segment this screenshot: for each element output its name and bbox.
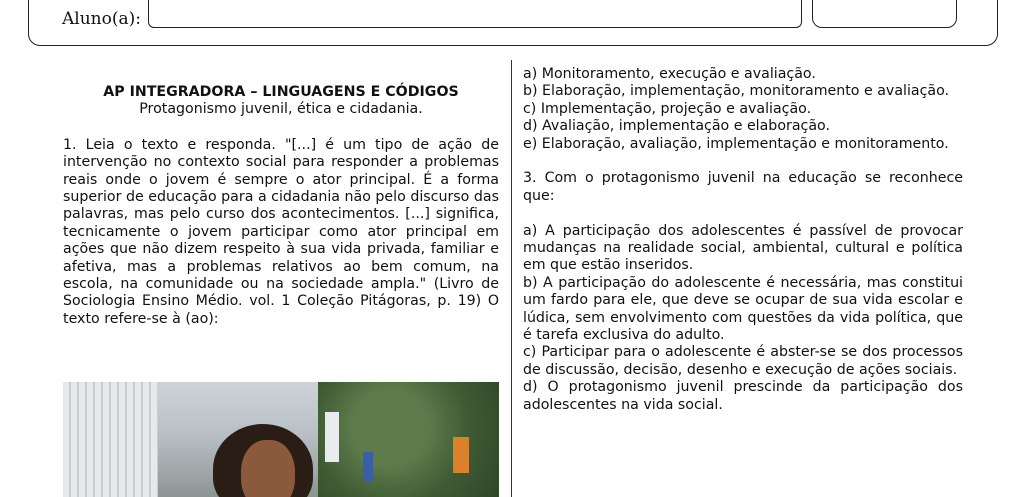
q2-option-a: a) Monitoramento, execução e avaliação. [523, 66, 816, 82]
page-subtitle: Protagonismo juvenil, ética e cidadania. [139, 101, 423, 118]
page-title: AP INTEGRADORA – LINGUAGENS E CÓDIGOS [103, 84, 459, 100]
q3-option-b: b) A participação do adolescente é necessária, mas constitui um fardo para ele, que deve se ocupar de sua vida escolar e lúdica, sem envolvimento com questões da vida política, que é tarefa exclusiva do adulto. [523, 274, 963, 344]
photo-flag [363, 452, 373, 482]
question-3-text: 3. Com o protagonismo juvenil na educação se reconhece que: [523, 170, 963, 204]
q2-option-b: b) Elaboração, implementação, monitoramento e avaliação. [523, 83, 950, 100]
q2-option-d: d) Avaliação, implementação e elaboração. [523, 118, 830, 135]
q3-option-a: a) A participação dos adolescentes é passível de provocar mudanças na realidade social, ambiental, cultural e política em que estão inseridos. [523, 222, 963, 274]
left-column [63, 84, 499, 328]
photo-person-face [241, 440, 295, 497]
q2-option-e: e) Elaboração, avaliação, implementação e monitoramento. [523, 135, 949, 152]
q3-option-c: c) Participar para o adolescente é abster-se se dos processos de discussão, decisão, desenho e execução de ações sociais. [523, 344, 963, 378]
photo-flag [325, 412, 339, 462]
column-divider [511, 60, 512, 497]
question-1-text: 1. Leia o texto e responda. "[...] é um tipo de ação de intervenção no contexto social para responder a problemas reais onde o jovem é sempre o ator principal. É a forma superior de educação para a cidadania não pelo discurso das palavras, mas pelo curso dos acontecimentos. [...] significa, tecnicamente o jovem participar como ator principal em ações que não dizem respeito à sua vida privada, familiar e afetiva, mas a problemas relativos ao bem comum, na escola, na comunidade ou na sociedade ampla." (Livro de Sociologia Ensino Médio. vol. 1 Coleção Pitágoras, p. 19) O texto refere-se à (ao): [63, 136, 499, 327]
student-name-field[interactable] [148, 0, 802, 28]
student-grade-field[interactable] [812, 0, 957, 28]
photo-trees [318, 382, 499, 497]
right-column [523, 66, 963, 414]
q3-option-d: d) O protagonismo juvenil prescinde da participação dos adolescentes na vida social. [523, 379, 963, 413]
photo-building [63, 382, 158, 497]
student-name-label: Aluno(a): [62, 9, 141, 29]
photo-flag [453, 437, 469, 473]
protest-photo [63, 382, 499, 497]
q2-option-c: c) Implementação, projeção e avaliação. [523, 100, 812, 117]
